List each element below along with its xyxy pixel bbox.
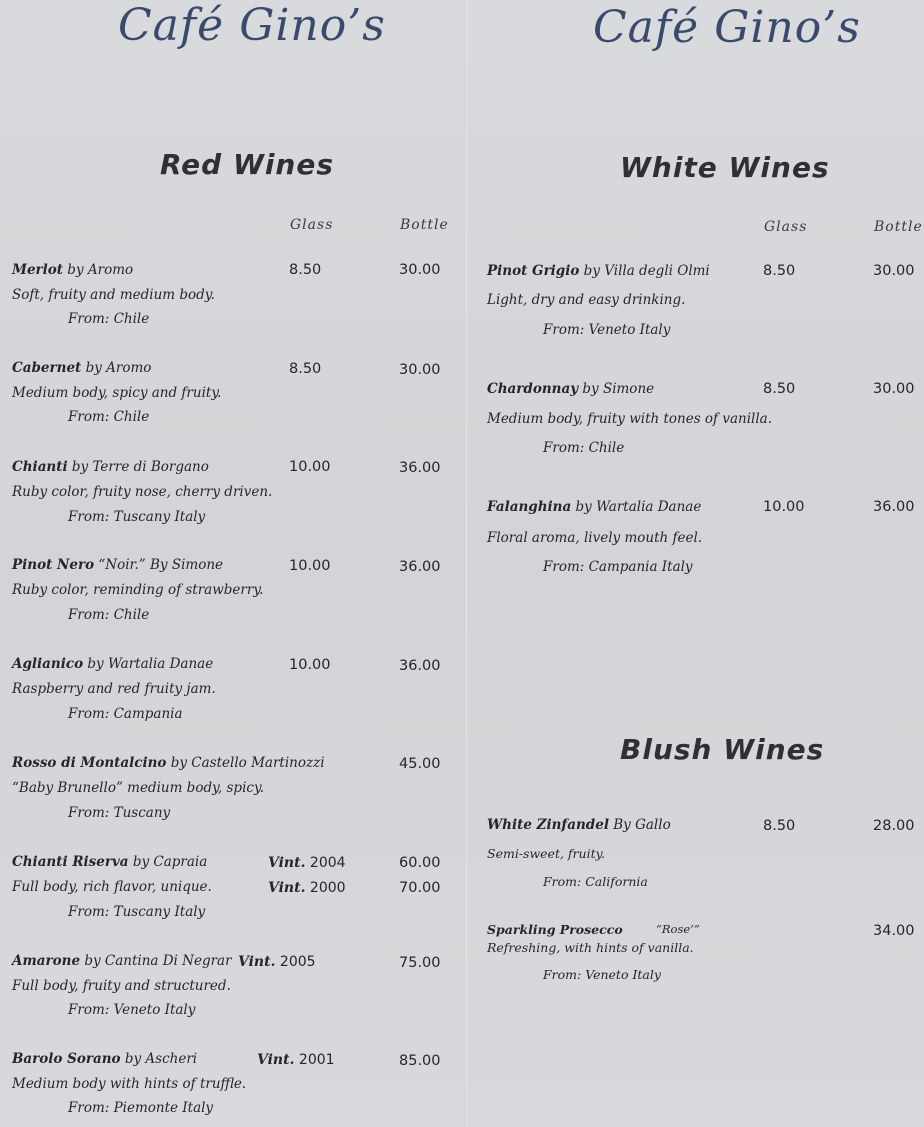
glass-column-header: Glass: [764, 219, 808, 235]
wine-name: Merlot: [12, 262, 64, 278]
wine-name: Cabernet: [12, 360, 82, 376]
wine-name-line: [12, 262, 133, 278]
bottle-column-header: Bottle: [400, 217, 449, 233]
bottle-price: 30.00: [873, 381, 915, 397]
vintage-key: Vint.: [257, 1052, 295, 1068]
wine-name: Pinot Nero: [12, 557, 95, 573]
wine-name: Sparkling Prosecco: [487, 922, 623, 937]
wine-origin: From: Piemonte Italy: [68, 1100, 214, 1116]
cafe-brand-title: Café Gino’s: [593, 2, 861, 53]
vintage-label: [268, 880, 346, 896]
wine-origin: From: Tuscany Italy: [68, 509, 206, 525]
bottle-price: 30.00: [399, 262, 441, 278]
wine-name: Aglianico: [12, 656, 84, 672]
wine-description: Raspberry and red fruity jam.: [12, 681, 216, 697]
bottle-price: 60.00: [399, 855, 441, 871]
wine-producer: by Simone: [578, 381, 655, 397]
glass-price: 8.50: [289, 361, 322, 377]
wine-description: Ruby color, fruity nose, cherry driven.: [12, 484, 273, 500]
bottle-price: 45.00: [399, 756, 441, 772]
wine-origin: From: Veneto Italy: [543, 967, 661, 982]
wine-origin: From: Campania Italy: [543, 559, 693, 575]
vintage-label: [238, 954, 316, 970]
wine-producer: by Cantina Di Negrar: [80, 953, 232, 969]
glass-price: 10.00: [289, 558, 331, 574]
wine-description: Refreshing, with hints of vanilla.: [487, 940, 694, 955]
wine-description: Light, dry and easy drinking.: [487, 292, 686, 308]
bottle-price: 30.00: [399, 362, 441, 378]
bottle-price: 28.00: [873, 818, 915, 834]
wine-description: Floral aroma, lively mouth feel.: [487, 530, 703, 546]
glass-price: 10.00: [289, 459, 331, 475]
wine-name-line: [12, 656, 213, 672]
wine-description: Semi-sweet, fruity.: [487, 846, 605, 861]
white-wines-heading: White Wines: [620, 151, 830, 184]
wine-producer: by Aromo: [81, 360, 152, 376]
bottle-price: 36.00: [873, 499, 915, 515]
wine-producer: by Wartalia Danae: [571, 499, 702, 515]
wine-origin: From: Veneto Italy: [543, 322, 671, 338]
bottle-price: 85.00: [399, 1053, 441, 1069]
wine-name: Chianti: [12, 459, 68, 475]
glass-price: 10.00: [289, 657, 331, 673]
wine-origin: From: Chile: [68, 409, 150, 425]
wine-name: Rosso di Montalcino: [12, 755, 167, 771]
bottle-price-alt: 70.00: [399, 880, 441, 896]
wine-origin: From: Chile: [68, 607, 150, 623]
glass-column-header: Glass: [290, 217, 334, 233]
menu-page-right: [467, 0, 924, 1127]
wine-description: “Baby Brunello” medium body, spicy.: [12, 780, 265, 796]
wine-origin: From: California: [543, 874, 648, 889]
wine-name-line: [487, 922, 623, 937]
wine-name-line: [487, 499, 701, 515]
wine-producer: by Wartalia Danae: [83, 656, 214, 672]
wine-description: Soft, fruity and medium body.: [12, 287, 215, 303]
wine-origin: From: Chile: [68, 311, 150, 327]
wine-description: Medium body, fruity with tones of vanilla.: [487, 411, 773, 427]
bottle-price: 75.00: [399, 955, 441, 971]
wine-name: Amarone: [12, 953, 81, 969]
red-wines-heading: Red Wines: [160, 148, 335, 181]
rose-label: “Rose’”: [656, 922, 700, 936]
bottle-price: 34.00: [873, 923, 915, 939]
wine-producer: “Noir.” By Simone: [94, 557, 224, 573]
wine-name-line: [487, 817, 671, 833]
wine-name-line: [12, 755, 325, 771]
wine-description: Medium body with hints of truffle.: [12, 1076, 247, 1092]
glass-price: 10.00: [763, 499, 805, 515]
vintage-label: [257, 1052, 335, 1068]
cafe-brand-title: Café Gino’s: [118, 0, 386, 51]
wine-origin: From: Tuscany: [68, 805, 171, 821]
wine-name: Chianti Riserva: [12, 854, 129, 870]
wine-description: Full body, rich flavor, unique.: [12, 879, 212, 895]
vintage-year: 2004: [309, 855, 346, 871]
vintage-year: 2001: [298, 1052, 335, 1068]
wine-name-line: [12, 953, 232, 969]
wine-producer: by Terre di Borgano: [67, 459, 209, 475]
vintage-key: Vint.: [268, 880, 306, 896]
wine-producer: by Ascheri: [120, 1051, 198, 1067]
vintage-key: Vint.: [268, 855, 306, 871]
wine-name-line: [12, 854, 207, 870]
wine-name-line: [12, 557, 223, 573]
bottle-column-header: Bottle: [874, 219, 923, 235]
bottle-price: 36.00: [399, 658, 441, 674]
wine-producer: by Villa degli Olmi: [579, 263, 710, 279]
bottle-price: 36.00: [399, 559, 441, 575]
vintage-label: [268, 855, 346, 871]
blush-wines-heading: Blush Wines: [620, 733, 825, 766]
glass-price: 8.50: [289, 262, 322, 278]
wine-origin: From: Campania: [68, 706, 183, 722]
wine-producer: by Capraia: [128, 854, 208, 870]
wine-name: Barolo Sorano: [12, 1051, 121, 1067]
wine-producer: by Aromo: [63, 262, 134, 278]
wine-name: Pinot Grigio: [487, 263, 580, 279]
wine-name-line: [487, 381, 654, 397]
wine-name: White Zinfandel: [487, 817, 609, 833]
wine-name-line: [12, 459, 209, 475]
wine-description: Medium body, spicy and fruity.: [12, 385, 222, 401]
wine-producer: by Castello Martinozzi: [166, 755, 325, 771]
wine-name-line: [12, 360, 151, 376]
vintage-year: 2000: [309, 880, 346, 896]
wine-origin: From: Tuscany Italy: [68, 904, 206, 920]
wine-producer: By Gallo: [608, 817, 671, 833]
wine-description: Full body, fruity and structured.: [12, 978, 231, 994]
wine-origin: From: Veneto Italy: [68, 1002, 196, 1018]
glass-price: 8.50: [763, 263, 796, 279]
wine-name-line: [487, 263, 710, 279]
wine-origin: From: Chile: [543, 440, 625, 456]
wine-name-line: [12, 1051, 197, 1067]
vintage-year: 2005: [279, 954, 316, 970]
bottle-price: 36.00: [399, 460, 441, 476]
wine-name: Chardonnay: [487, 381, 579, 397]
wine-description: Ruby color, reminding of strawberry.: [12, 582, 264, 598]
glass-price: 8.50: [763, 381, 796, 397]
wine-name: Falanghina: [487, 499, 572, 515]
vintage-key: Vint.: [238, 954, 276, 970]
glass-price: 8.50: [763, 818, 796, 834]
bottle-price: 30.00: [873, 263, 915, 279]
